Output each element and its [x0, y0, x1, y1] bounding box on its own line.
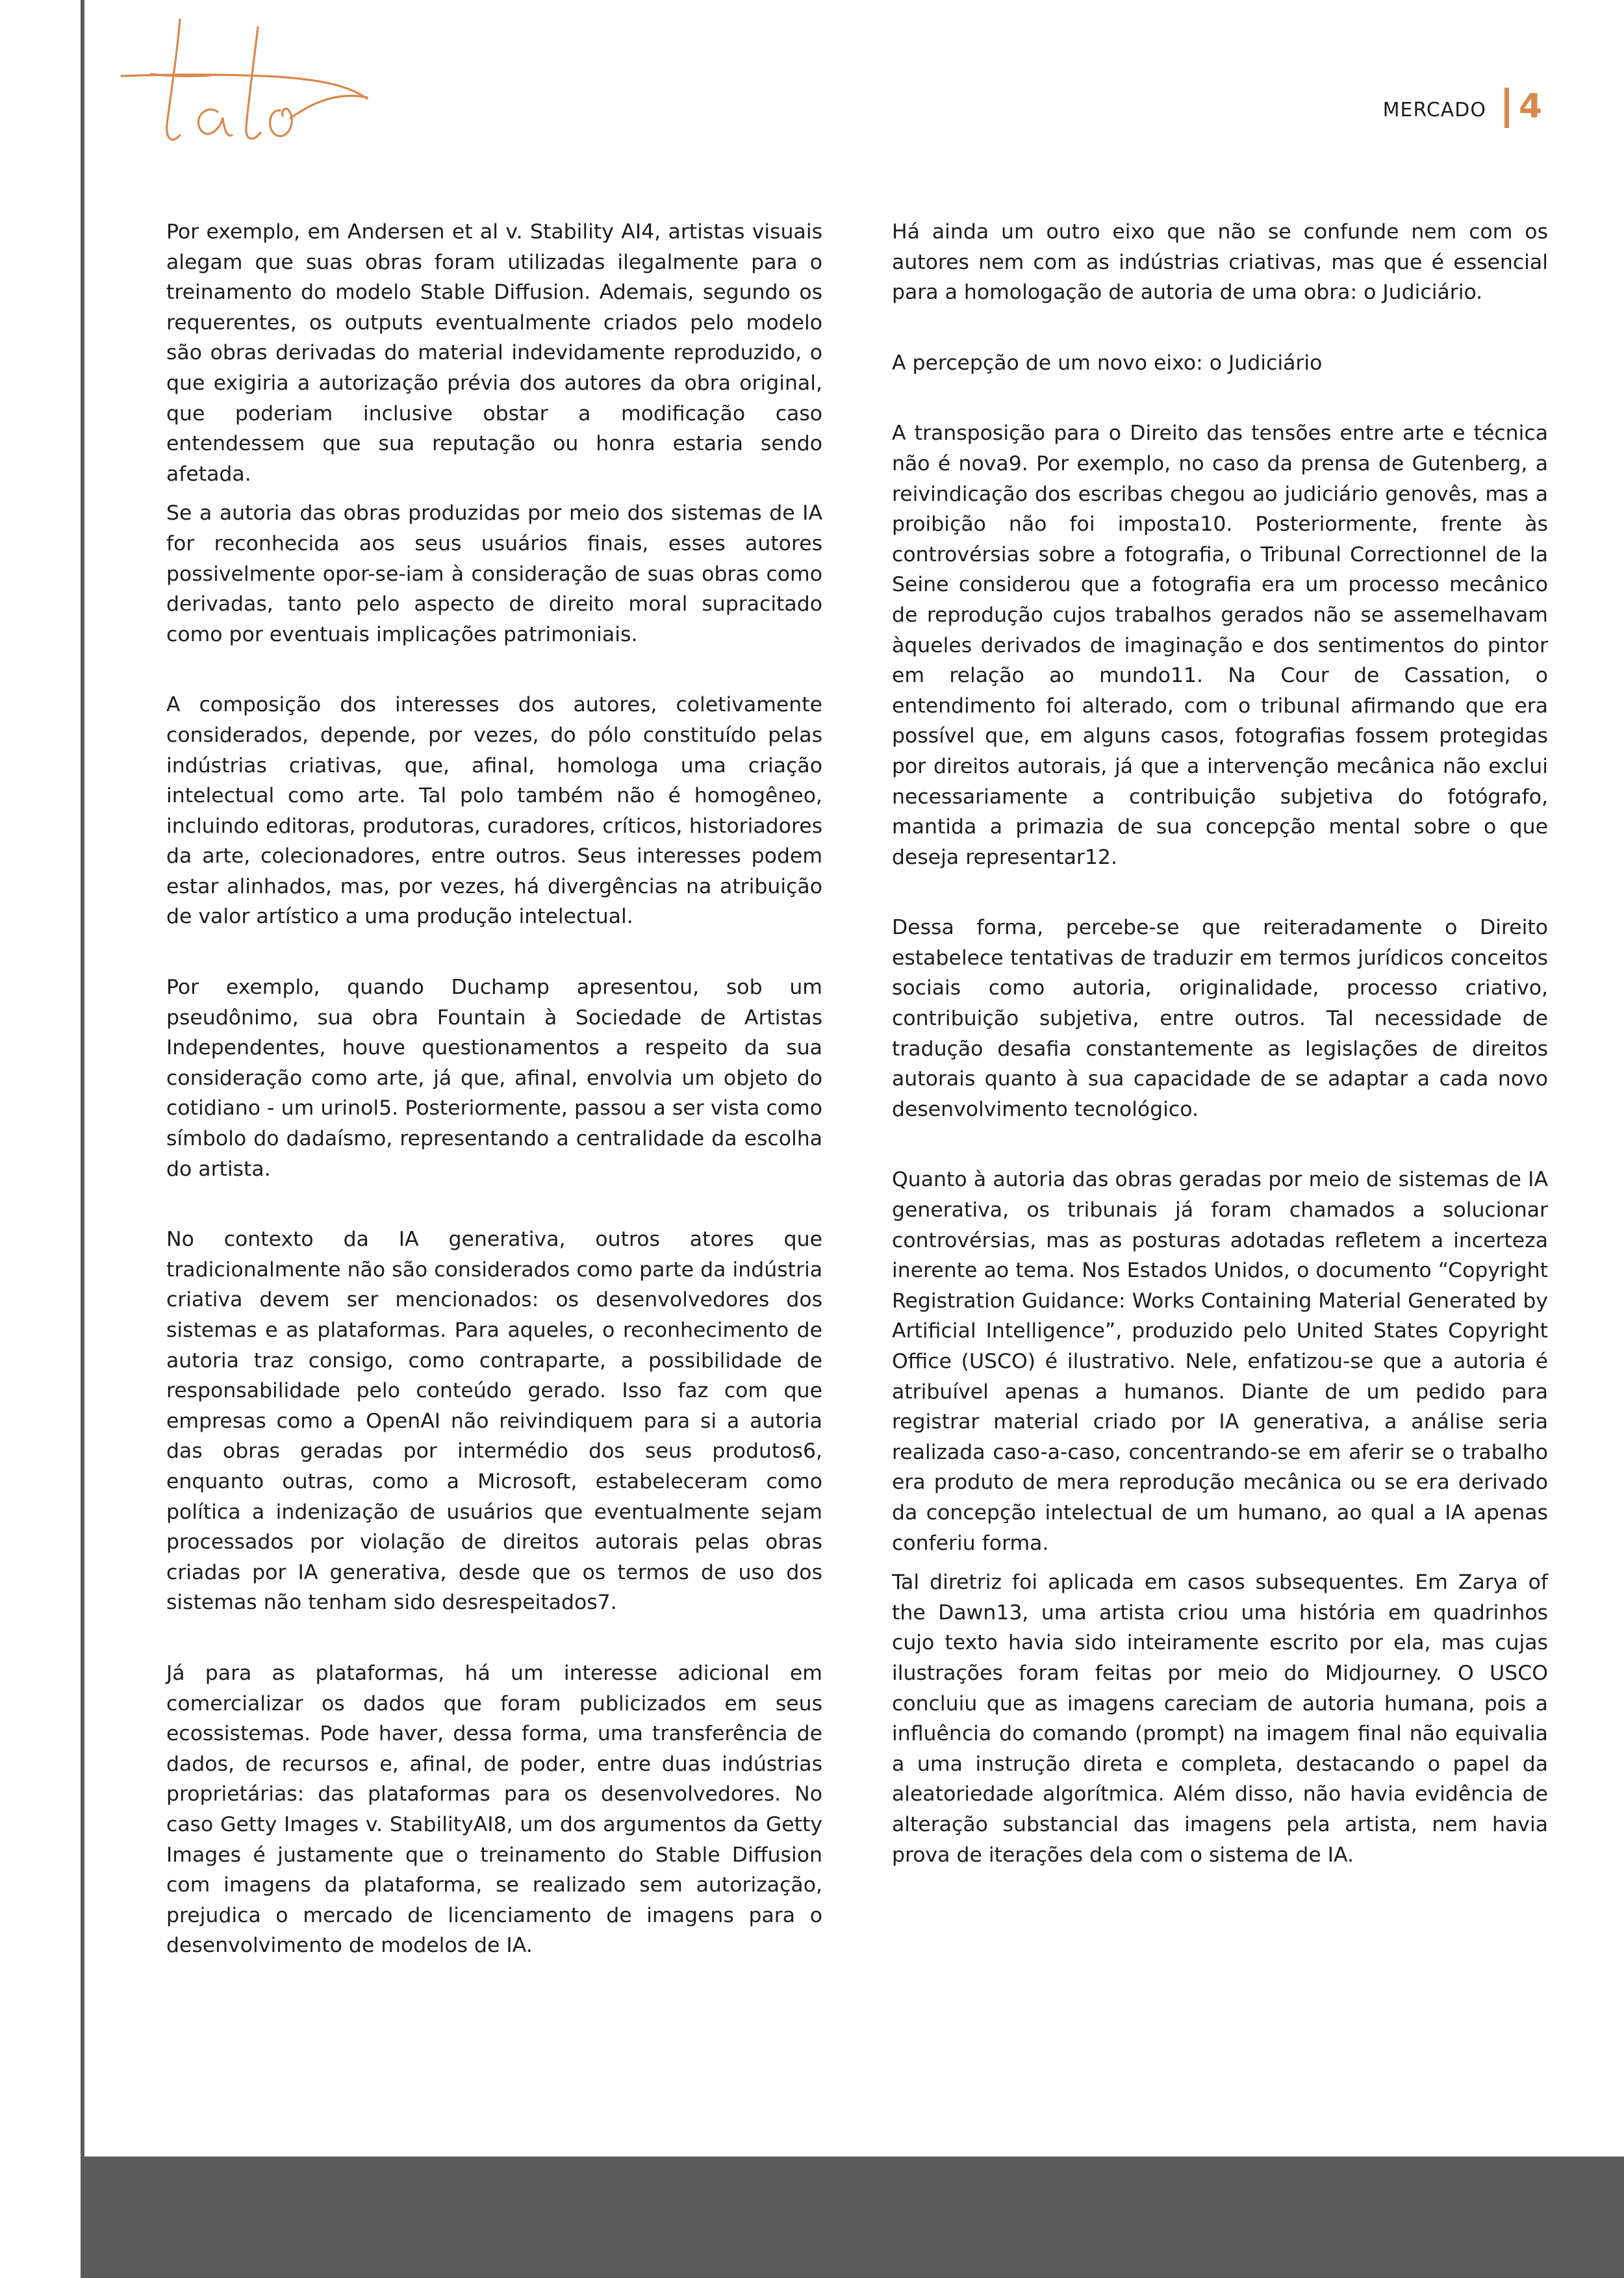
left-margin-rule	[81, 0, 84, 2278]
section-label: MERCADO	[1382, 99, 1486, 121]
section-heading: A percepção de um novo eixo: o Judiciário	[892, 351, 1323, 375]
page-number: 4	[1519, 87, 1543, 126]
paragraph: Dessa forma, percebe-se que reiteradamente o Direito estabelece tentativas de traduzir em termos jurídicos conceitos sociais como autoria, originalidade, processo criativo, contribuição subjetiva, entre outros. Tal necessidade de tradução desafia constantemente as legislações de direitos autorais quanto à sua capacidade de se adaptar a cada novo desenvolvimento tecnológico.	[892, 916, 1548, 1121]
paragraph: Tal diretriz foi aplicada em casos subsequentes. Em Zarya of the Dawn13, uma artista criou uma história em quadrinhos cujo texto havia sido inteiramente escrito por ela, mas cujas ilustrações foram feitas por meio do Midjourney. O USCO concluiu que as imagens careciam de autoria humana, pois a influência do comando (prompt) na imagem final não equivalia a uma instrução direta e completa, destacando o papel da aleatoriedade algorítmica. Além disso, não havia evidência de alteração substancial das imagens pela artista, nem havia prova de iterações dela com o sistema de IA.	[892, 1571, 1548, 1867]
left-column	[166, 217, 822, 1961]
paragraph: Quanto à autoria das obras geradas por meio de sistemas de IA generativa, os tribunais já foram chamados a solucionar controvérsias, mas as posturas adotadas refletem a incerteza inerente ao tema. Nos Estados Unidos, o documento “Copyright Registration Guidance: Works Containing Material Generated by Artificial Intelligence”, produzido pelo United States Copyright Office (USCO) é ilustrativo. Nele, enfatizou-se que a autoria é atribuível apenas a humanos. Diante de um pedido para registrar material criado por IA generativa, a análise seria realizada caso-a-caso, concentrando-se em aferir se o trabalho era produto de mera reprodução mecânica ou se era derivado da concepção intelectual de um humano, ao qual a IA apenas conferiu forma.	[892, 1168, 1548, 1555]
paragraph: A transposição para o Direito das tensões entre arte e técnica não é nova9. Por exemplo, no caso da prensa de Gutenberg, a reivindicação dos escribas chegou ao judiciário genovês, mas a proibição não foi imposta10. Posteriormente, frente às controvérsias sobre a fotografia, o Tribunal Correctionnel de la Seine considerou que a fotografia era um processo mecânico de reprodução cujos trabalhos gerados não se assemelhavam àqueles derivados de imaginação e dos sentimentos do pintor em relação ao mundo11. Na Cour de Cassation, o entendimento foi alterado, com o tribunal afirmando que era possível que, em alguns casos, fotografias fossem protegidas por direitos autorais, já que a intervenção mecânica não exclui necessariamente a contribuição subjetiva do fotógrafo, mantida a primazia de sua concepção mental sobre o que deseja representar12.	[892, 422, 1548, 869]
right-column	[892, 217, 1548, 1870]
paragraph: Há ainda um outro eixo que não se confunde nem com os autores nem com as indústrias criativas, mas que é essencial para a homologação de autoria de uma obra: o Judiciário.	[892, 220, 1548, 305]
paragraph: Por exemplo, em Andersen et al v. Stability AI4, artistas visuais alegam que suas obras foram utilizadas ilegalmente para o treinamento do modelo Stable Diffusion. Ademais, segundo os requerentes, os outputs eventualmente criados pelo modelo são obras derivadas do material indevidamente reproduzido, o que exigiria a autorização prévia dos autores da obra original, que poderiam inclusive obstar a modificação caso entendessem que sua reputação ou honra estaria sendo afetada.	[166, 220, 822, 486]
paragraph: Já para as plataformas, há um interesse adicional em comercializar os dados que foram publicizados em seus ecossistemas. Pode haver, dessa forma, uma transferência de dados, de recursos e, afinal, de poder, entre duas indústrias proprietárias: das plataformas para os desenvolvedores. No caso Getty Images v. StabilityAI8, um dos argumentos da Getty Images é justamente que o treinamento do Stable Diffusion com imagens da plataforma, se realizado sem autorização, prejudica o mercado de licenciamento de imagens para o desenvolvimento de modelos de IA.	[166, 1661, 822, 1958]
header-divider	[1504, 88, 1509, 128]
paragraph: Se a autoria das obras produzidas por meio dos sistemas de IA for reconhecida aos seus usuários finais, esses autores possivelmente opor-se-iam à consideração de suas obras como derivadas, tanto pelo aspecto de direito moral supracitado como por eventuais implicações patrimoniais.	[166, 501, 822, 646]
footer-band	[84, 2157, 1624, 2278]
paragraph: Por exemplo, quando Duchamp apresentou, sob um pseudônimo, sua obra Fountain à Sociedade de Artistas Independentes, houve questionamentos a respeito da sua consideração como arte, já que, afinal, envolvia um objeto do cotidiano - um urinol5. Posteriormente, passou a ser vista como símbolo do dadaísmo, representando a centralidade da escolha do artista.	[166, 976, 822, 1181]
tato-signature-logo-icon	[120, 14, 387, 164]
paragraph: No contexto da IA generativa, outros atores que tradicionalmente não são considerados como parte da indústria criativa devem ser mencionados: os desenvolvedores dos sistemas e as plataformas. Para aqueles, o reconhecimento de autoria traz consigo, como contraparte, a possibilidade de responsabilidade pelo conteúdo gerado. Isso faz com que empresas como a OpenAI não reivindiquem para si a autoria das obras geradas por intermédio dos seus produtos6, enquanto outras, como a Microsoft, estabeleceram como política a indenização de usuários que eventualmente sejam processados por violação de direitos autorais pelas obras criadas por IA generativa, desde que os termos de uso dos sistemas não tenham sido desrespeitados7.	[166, 1228, 822, 1615]
paragraph: A composição dos interesses dos autores, coletivamente considerados, depende, por vezes, do pólo constituído pelas indústrias criativas, que, afinal, homologa uma criação intelectual como arte. Tal polo também não é homogêneo, incluindo editoras, produtoras, curadores, críticos, historiadores da arte, colecionadores, entre outros. Seus interesses podem estar alinhados, mas, por vezes, há divergências na atribuição de valor artístico a uma produção intelectual.	[166, 693, 822, 929]
